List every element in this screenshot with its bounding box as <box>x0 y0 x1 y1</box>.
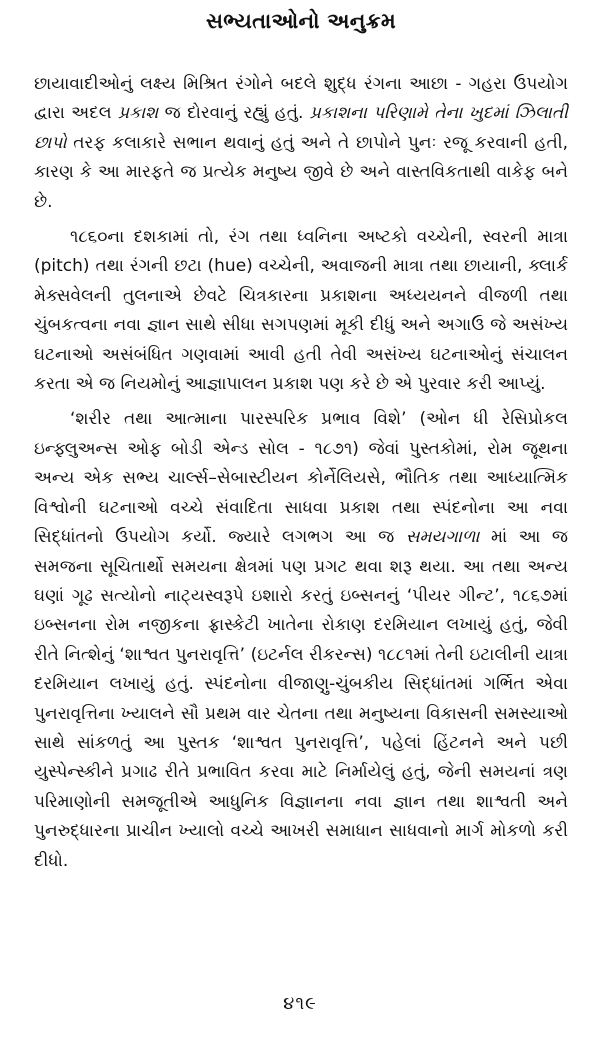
page-title: સભ્યતાઓનો અનુક્રમ <box>205 9 397 33</box>
paragraph-3-text-b: માં આ જ સમજના સૂચિતાર્થો સમયના ક્ષેત્રમાં પણ પ્રગટ થવા શરૂ થયા. આ તથા અન્ય ઘણાં ગૂઢ સત્યોનો નાટ્યસ્વરૂપે ઇશારો કરતું ઇબ્સનનું ‘પીયર ગીન્ટ’, ૧૮૬૭માં ઇબ્સનના રોમ નજીકના ફ્રાસ્કેટી ખાતેના રોકાણ દરમિયાન લખાયું હતું, જેવી રીતે નિત્શેનું ‘શાશ્વત પુનરાવૃત્તિ’ (ઇટર્નલ રીકરન્સ) ૧૮૮૧માં તેની ઇટાલીની યાત્રા દરમિયાન લખાયું હતું. સ્પંદનોના વીજાણુ-ચુંબકીય સિદ્ધાંતમાં ગર્ભિત એવા પુનરાવૃત્તિના ખ્યાલને સૌ પ્રથમ વાર ચેતના તથા મનુષ્યના વિકાસની સમસ્યાઓ સાથે સાંકળતું આ પુસ્તક ‘શાશ્વત પુનરાવૃત્તિ’, પહેલાં હિંટનને અને પછી યુસ્પેન્સ્કીને પ્રગાઢ રીતે પ્રભાવિત કરવા માટે નિર્માયેલું હતું, જેની સમયનાં ત્રણ પરિમાણોની સમજૂતીએ આધુનિક વિજ્ઞાનના નવા જ્ઞાન તથા શાશ્વતી અને પુનરુદ્ધારના પ્રાચીન ખ્યાલો વચ્ચે આખરી સમાધાન સાધવાનો માર્ગ મોકળો કરી દીધો. <box>34 527 568 871</box>
paragraph-3 <box>34 405 568 876</box>
paragraph-3-italic-a: સમયગાળા <box>405 527 480 548</box>
paragraph-1-italic-b: પ્રકાશના પરિણામે તેના ખુદમાં ઝિલાતી છાપો <box>34 103 568 153</box>
paragraph-1-text-c: તરફ કલાકારે સભાન થવાનું હતું અને તે છાપોને પુનઃ રજૂ કરવાની હતી, કારણ કે આ મારફતે જ પ્રત્યેક મનુષ્ય જીવે છે અને વાસ્તવિકતાથી વાકેફ બને છે. <box>34 132 568 212</box>
paragraph-1-text-b: જ દોરવાનું રહ્યું હતું. <box>158 103 310 124</box>
paragraph-1 <box>34 70 568 217</box>
page-number: ૪૧૯ <box>283 993 317 1014</box>
paragraph-2: ૧૮૬૦ના દશકામાં તો, રંગ તથા ધ્વનિના અષ્ટકો વચ્ચેની, સ્વરની માત્રા (pitch) તથા રંગની છટા (hue) વચ્ચેની, અવાજની માત્રા તથા છાયાની, ક્લાર્ક મેક્સવેલની તુલનાએ છેવટે ચિત્રકારના પ્રકાશના અધ્યયનને વીજળી તથા ચુંબકત્વના નવા જ્ઞાન સાથે સીધા સગપણમાં મૂકી દીધું અને અગાઉ જે અસંખ્ય ઘટનાઓ અસંબંધિત ગણવામાં આવી હતી તેવી અસંખ્ય ઘટનાઓનું સંચાલન કરતા એ જ નિયમોનું આજ્ઞાપાલન પ્રકાશ પણ કરે છે એ પુરવાર કરી આપ્યું. <box>34 227 568 395</box>
paragraph-1-italic-a: પ્રકાશ <box>117 103 159 124</box>
paragraph-3-text-a: ‘શરીર તથા આત્માના પારસ્પરિક પ્રભાવ વિશે’ (ઓન ધી રેસિપ્રોકલ ઇન્ફ્લુઅન્સ ઓફ બોડી એન્ડ સોલ - ૧૮૭૧) જેવાં પુસ્તકોમાં, રોમ જૂથના અન્ય એક સભ્ય ચાર્લ્સ–સેબાસ્ટીયન કોર્નેલિયસે, ભૌતિક તથા આધ્યાત્મિક વિશ્વોની ઘટનાઓ વચ્ચે સંવાદિતા સાધવા પ્રકાશ તથા સ્પંદનોના આ નવા સિદ્ધાંતનો ઉપયોગ કર્યો. જ્યારે લગભગ આ જ <box>34 409 568 548</box>
paragraph-1-text-a: છાયાવાદીઓનું લક્ષ્ય મિશ્રિત રંગોને બદલે શુદ્ધ રંગના આછા - ગહરા ઉપયોગ દ્વારા અદલ <box>34 74 568 124</box>
